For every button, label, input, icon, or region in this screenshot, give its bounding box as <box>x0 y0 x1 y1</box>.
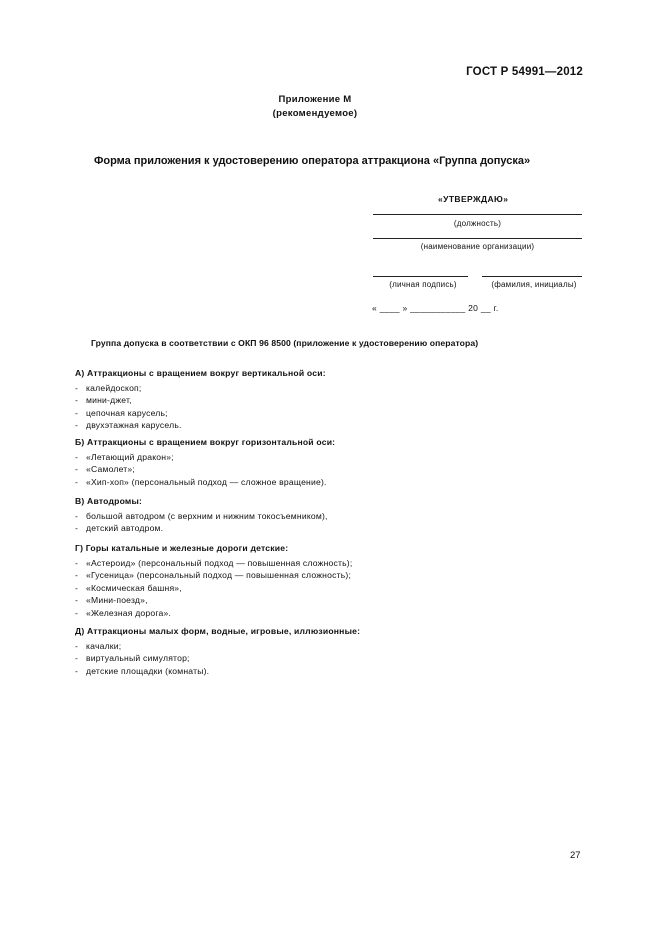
section-d <box>75 543 595 619</box>
section-heading: В) Автодромы: <box>75 496 143 506</box>
position-line <box>373 214 582 215</box>
signature-caption: (личная подпись) <box>389 280 457 289</box>
list-item: - большой автодром (с верхним и нижним токосъемником), <box>75 510 328 521</box>
section-b <box>75 437 595 488</box>
list-item: - «Астероид» (персональный подход — повышенная сложность); <box>75 557 353 568</box>
list-item: - цепочная карусель; <box>75 407 168 418</box>
annex-title: Приложение М <box>278 94 352 105</box>
organization-line <box>373 238 582 239</box>
name-caption: (фамилия, инициалы) <box>491 280 577 289</box>
section-heading: Д) Аттракционы малых форм, водные, игровые, иллюзионные: <box>75 626 361 636</box>
name-line <box>482 276 582 277</box>
list-item: - «Хип-хоп» (персональный подход — сложное вращение). <box>75 476 327 487</box>
list-item: - «Самолет»; <box>75 464 135 475</box>
list-item: - мини-джет, <box>75 395 132 406</box>
signature-line <box>373 276 468 277</box>
list-item: - детские площадки (комнаты). <box>75 665 210 676</box>
section-heading: Б) Аттракционы с вращением вокруг горизонтальной оси: <box>75 437 336 447</box>
list-item: - «Железная дорога». <box>75 607 172 618</box>
organization-caption: (наименование организации) <box>420 242 535 251</box>
list-item: - «Космическая башня», <box>75 582 182 593</box>
section-e <box>75 626 595 677</box>
list-item: - качалки; <box>75 640 122 651</box>
list-item: - двухэтажная карусель. <box>75 420 182 431</box>
list-item: - «Гусеница» (персональный подход — повышенная сложность); <box>75 570 352 581</box>
list-item: - «Летающий дракон»; <box>75 451 174 462</box>
section-heading: Г) Горы катальные и железные дороги детские: <box>75 543 289 553</box>
page-number: 27 <box>570 850 581 861</box>
section-heading: А) Аттракционы с вращением вокруг вертикальной оси: <box>75 368 326 378</box>
list-item: - калейдоскоп; <box>75 382 142 393</box>
annex-kind: (рекомендуемое) <box>272 108 358 119</box>
list-item: - виртуальный симулятор; <box>75 653 190 664</box>
list-item: - детский автодром. <box>75 523 164 534</box>
form-title: Форма приложения к удостоверению оператора аттракциона «Группа допуска» <box>94 155 531 167</box>
position-caption: (должность) <box>453 219 502 228</box>
section-c <box>75 496 595 535</box>
approval-date-line: « ____ » ___________ 20 __ г. <box>372 303 499 313</box>
group-title: Группа допуска в соответствии с ОКП 96 8500 (приложение к удостоверению оператора) <box>91 338 479 348</box>
list-item: - «Мини-поезд», <box>75 595 148 606</box>
approval-heading: «УТВЕРЖДАЮ» <box>438 194 509 204</box>
section-a <box>75 368 595 432</box>
document-code: ГОСТ Р 54991—2012 <box>466 66 583 78</box>
